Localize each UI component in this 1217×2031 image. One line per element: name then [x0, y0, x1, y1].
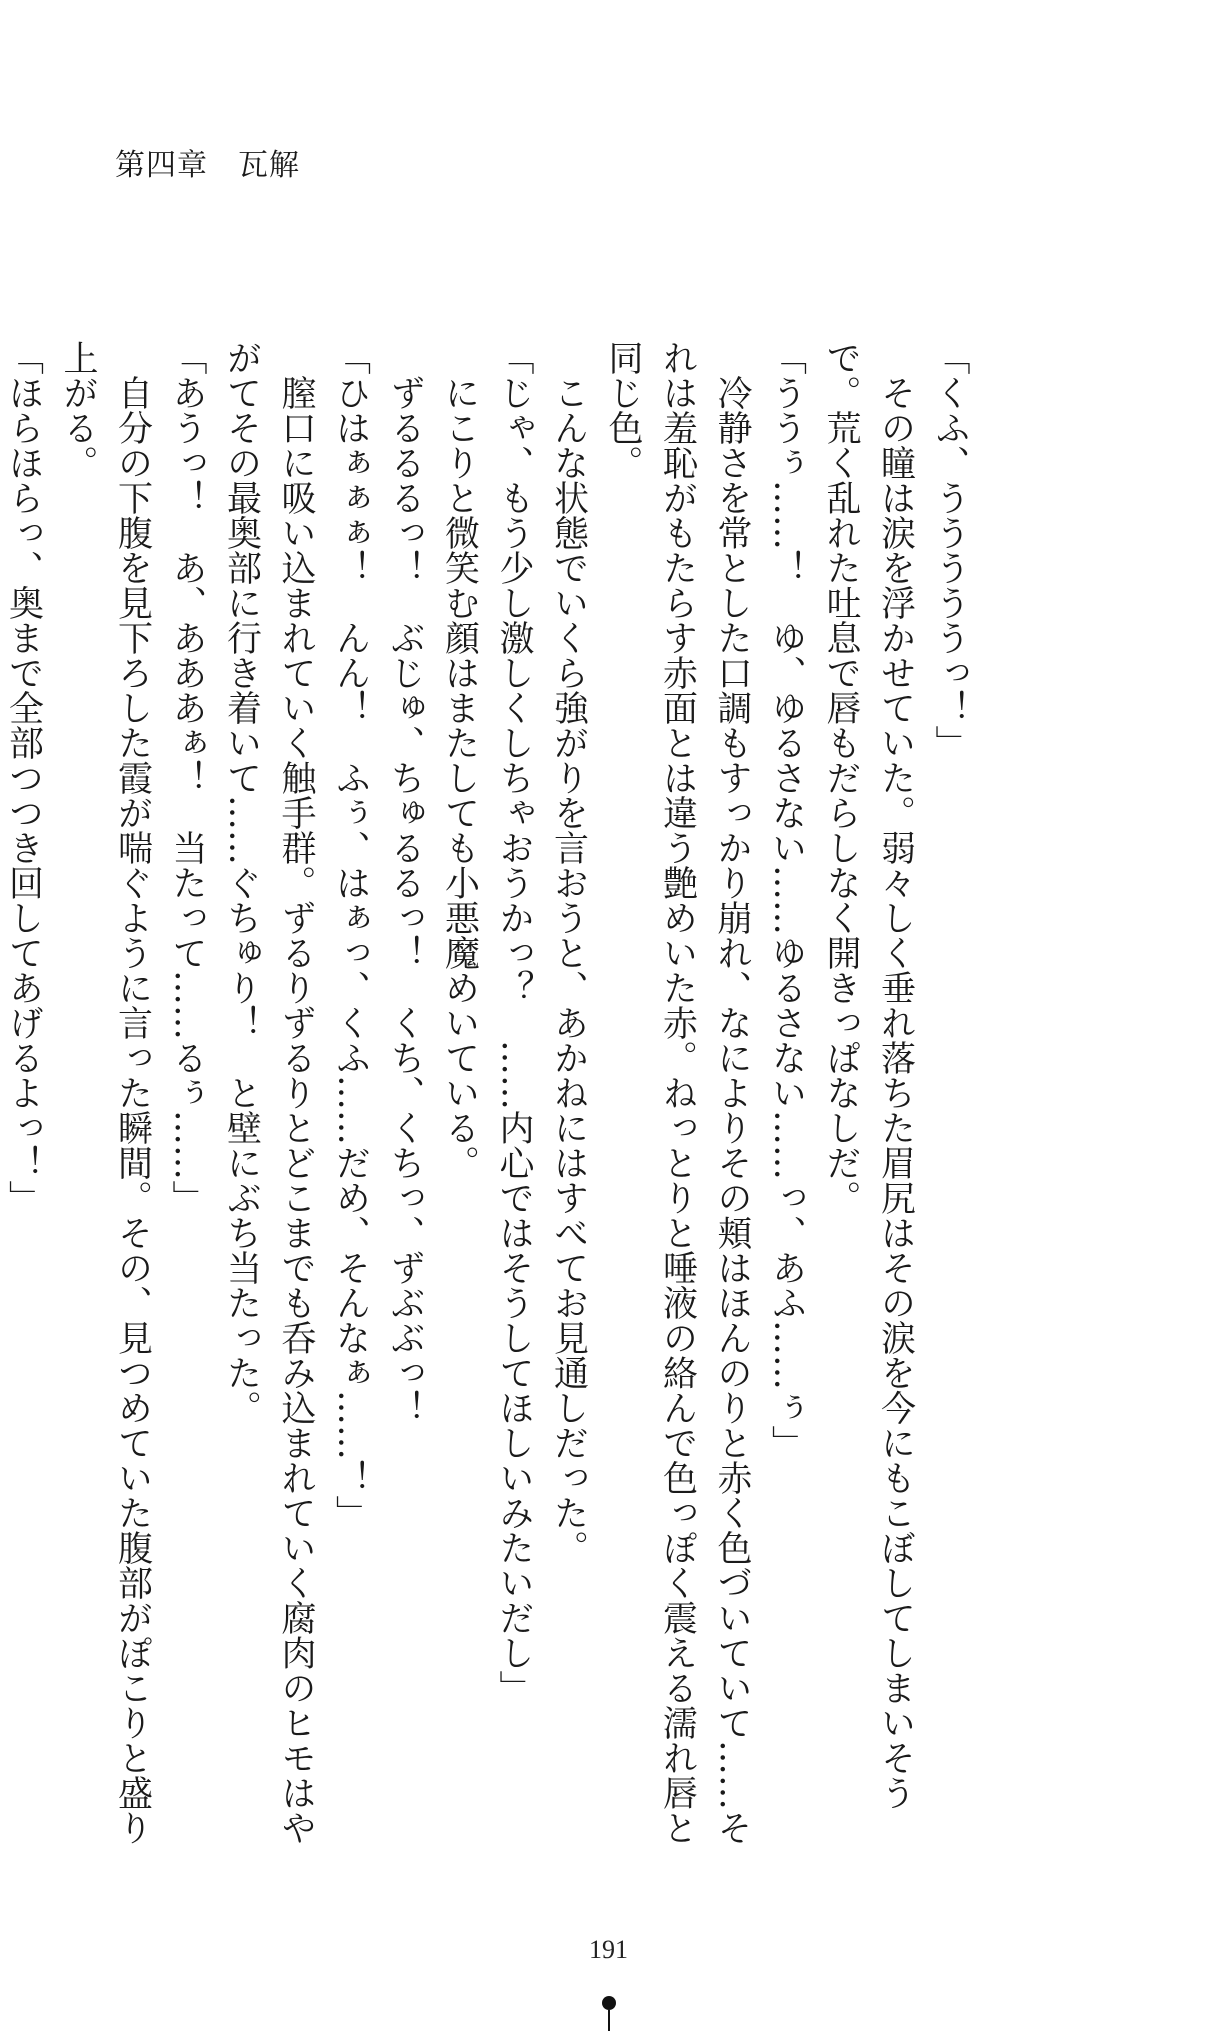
paragraph: 「じゃ、もう少し激しくしちゃおうかっ？ ……内心ではそうしてほしいみたいだし」: [494, 340, 534, 1705]
running-header: [115, 140, 300, 184]
page-marker-dot-icon: [602, 1996, 616, 2010]
paragraph: 「ううぅ……！ ゆ、ゆるさない……ゆるさない……っ、あふ……ぅ」: [766, 340, 807, 1460]
paragraph: にこりと微笑む顔はまたしても小悪魔めいている。: [439, 340, 480, 1180]
chapter-number: 第四章: [115, 148, 208, 183]
paragraph: ずるるるっ！ ぶじゅ、ちゅるるっ！ くち、くちっ、ずぶぶっ！: [385, 340, 425, 1425]
paragraph: その瞳は涙を浮かせていた。弱々しく垂れ落ちた眉尻はその涙を今にもこぼしてしまいそうで。荒く乱れた吐息で唇もだらしなく開きっぱなしだ。: [821, 340, 916, 1810]
paragraph: こんな状態でいくら強がりを言おうと、あかねにはすべてお見通しだった。: [548, 340, 589, 1565]
paragraph: 「ひはぁぁぁ！ んん！ ふぅ、はぁっ、くふ……だめ、そんなぁ……！」: [330, 340, 371, 1530]
paragraph: 自分の下腹を見下ろした霞が喘ぐように言った瞬間。その、見つめていた腹部がぽこりと盛り上がる。: [58, 340, 153, 1845]
page-marker-stem: [608, 2010, 610, 2031]
paragraph: 「ほらほらっ、奥まで全部つつき回してあげるよっ！」: [3, 340, 44, 1215]
paragraph: 冷静さを常とした口調もすっかり崩れ、なによりその頬はほんのりと赤く色づいていて……それは羞恥がもたらす赤面とは違う艶めいた赤。ねっとりと唾液の絡んで色っぽく震える濡れ唇と同じ色。: [603, 340, 752, 1845]
paragraph: 「あうっ！ あ、あああぁ！ 当たって……るぅ……」: [167, 340, 207, 1215]
paragraph: 「くふ、うううううっ！」: [930, 340, 970, 760]
page-number: 191: [589, 1935, 628, 1964]
paragraph: 膣口に吸い込まれていく触手群。ずるりずるりとどこまでも呑み込まれていく腐肉のヒモはやがてその最奥部に行き着いて……ぐちゅり！ と壁にぶち当たった。: [221, 340, 316, 1845]
chapter-title: 瓦解: [238, 148, 300, 183]
vertical-body-text: [3, 340, 977, 1860]
